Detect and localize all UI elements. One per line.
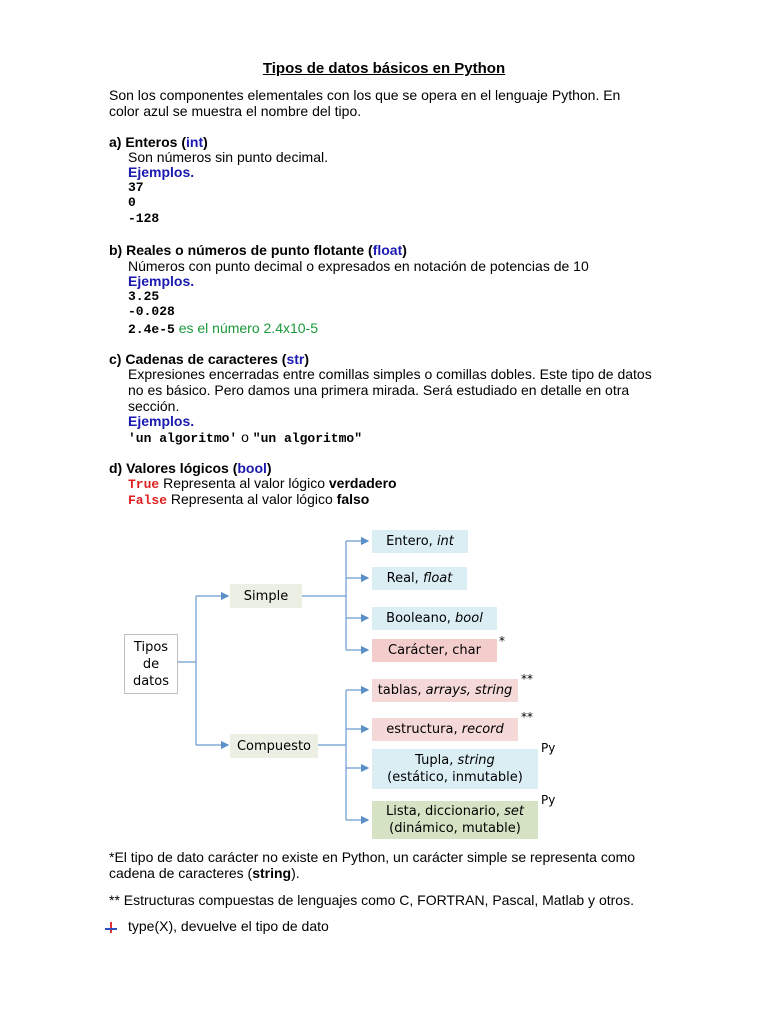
diagram-booleano: Booleano, bool	[372, 607, 497, 630]
section-c-heading: c) Cadenas de caracteres (str)	[109, 351, 310, 367]
example-int-1: 37	[128, 180, 144, 195]
section-b-desc: Números con punto decimal o expresados en notación de potencias de 10	[128, 258, 589, 274]
diagram-root: Tipos de datos	[124, 634, 178, 694]
mark-tupla: Py	[541, 741, 556, 755]
diagram-lista: Lista, diccionario, set (dinámico, mutable)	[372, 801, 538, 839]
mark-estructura: **	[521, 710, 533, 724]
footnote-1: *El tipo de dato carácter no existe en Python, un carácter simple se representa como cadena de caracteres (string).	[109, 849, 636, 881]
diagram-entero: Entero, int	[372, 530, 468, 553]
type-str: str	[286, 351, 305, 367]
diagram-caracter: Carácter, char	[372, 639, 497, 662]
intro-paragraph: Son los componentes elementales con los que se opera en el lenguaje Python. En color azul se muestra el nombre del tipo.	[109, 87, 621, 119]
section-a-examples-label: Ejemplos.	[128, 164, 195, 180]
bullet-icon	[103, 920, 119, 936]
section-d-heading: d) Valores lógicos (bool)	[109, 460, 272, 476]
example-float-3: 2.4e-5	[128, 322, 175, 337]
mark-caracter: *	[499, 634, 505, 648]
example-int-2: 0	[128, 195, 136, 210]
type-int: int	[186, 134, 204, 150]
example-float-2: -0.028	[128, 304, 175, 319]
example-float-1: 3.25	[128, 289, 160, 304]
diagram-compuesto: Compuesto	[230, 734, 318, 758]
footnote-2: ** Estructuras compuestas de lenguajes como C, FORTRAN, Pascal, Matlab y otros.	[109, 892, 634, 908]
type-bool: bool	[237, 460, 267, 476]
true-keyword: True	[128, 477, 160, 492]
diagram-simple: Simple	[230, 584, 302, 608]
example-int-3: -128	[128, 211, 160, 226]
section-a-heading: a) Enteros (int)	[109, 134, 208, 150]
section-c-desc: Expresiones encerradas entre comillas simples o comillas dobles. Este tipo de datos no es básico. Pero damos una primera mirada. Será estudiado en detalle en otra sección.	[128, 366, 652, 414]
page-title: Tipos de datos básicos en Python	[262, 60, 506, 77]
diagram-estructura: estructura, record	[372, 718, 518, 741]
diagram-real: Real, float	[372, 567, 467, 590]
diagram-tupla: Tupla, string (estático, inmutable)	[372, 749, 538, 789]
bool-false-row: False Representa al valor lógico falso	[128, 491, 370, 508]
example-str-2: "un algoritmo"	[252, 431, 363, 446]
false-keyword: False	[128, 493, 168, 508]
mark-lista: Py	[541, 793, 556, 807]
section-b-examples-label: Ejemplos.	[128, 273, 195, 289]
example-float-3-note: es el número 2.4x10-5	[178, 320, 319, 336]
type-float: float	[372, 242, 403, 258]
bool-true-row: True Representa al valor lógico verdadero	[128, 475, 397, 492]
example-str-or: o	[241, 429, 249, 445]
mark-tablas: **	[521, 672, 533, 686]
diagram-tablas: tablas, arrays, string	[372, 679, 518, 702]
section-b-heading: b) Reales o números de punto flotante (float)	[109, 242, 407, 258]
example-str-1: 'un algoritmo'	[128, 431, 238, 446]
section-a-desc: Son números sin punto decimal.	[128, 149, 328, 165]
section-c-examples-label: Ejemplos.	[128, 413, 195, 429]
bullet-text: type(X), devuelve el tipo de dato	[128, 918, 329, 934]
